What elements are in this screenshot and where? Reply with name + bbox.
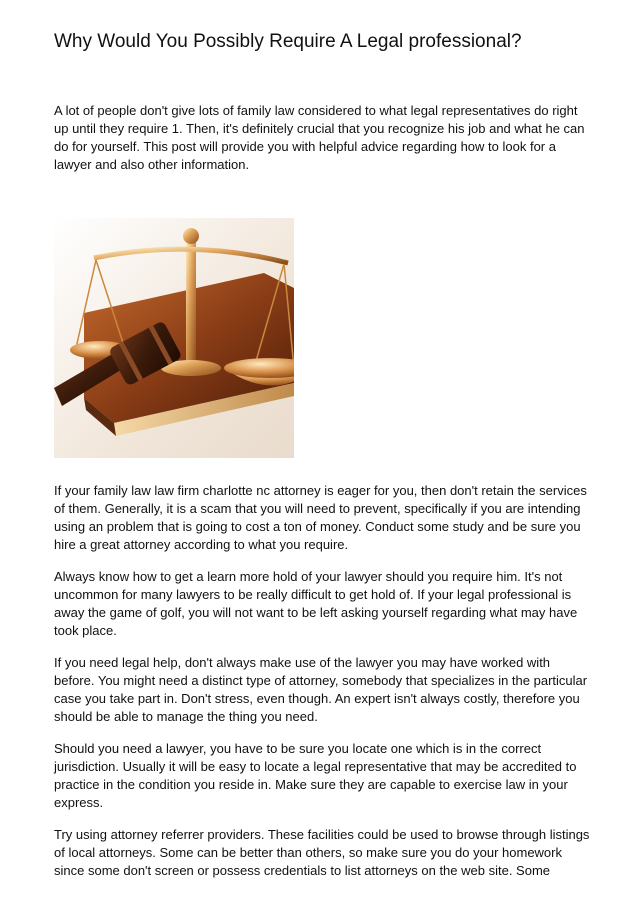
body-paragraph: If your family law law firm charlotte nc attorney is eager for you, then don't retain the services of them. Generally, it is a scam that you will need to prevent, specifically if you are intending using an problem that is going to cost a ton of money. Conduct some study and be sure you hire a great attorney according to what you require. bbox=[54, 483, 587, 552]
body-paragraph: Always know how to get a learn more hold of your lawyer should you require him. It's not uncommon for many lawyers to be really difficult to get hold of. If your legal professional is away the game of golf, you will not want to be left asking yourself regarding what may have took place. bbox=[54, 569, 578, 638]
page-title: Why Would You Possibly Require A Legal professional? bbox=[54, 31, 522, 52]
body-paragraph: Try using attorney referrer providers. These facilities could be used to browse through listings of local attorneys. Some can be better than others, so make sure you do your homework since some don't screen or possess credentials to list attorneys on the web site. Some bbox=[54, 827, 590, 878]
intro-paragraph: A lot of people don't give lots of family law considered to what legal representatives do right up until they require 1. Then, it's definitely crucial that you recognize his job and what he can do for yourself. This post will provide you with helpful advice regarding how to look for a lawyer and also other information. bbox=[54, 103, 585, 172]
body-paragraph: If you need legal help, don't always make use of the lawyer you may have worked with before. You might need a distinct type of attorney, somebody that specializes in the particular case you take part in. Don't stress, even though. An expert isn't always costly, therefore you should be able to manage the thing you need. bbox=[54, 655, 588, 724]
scales-of-justice-icon bbox=[54, 218, 294, 458]
scales-gavel-image bbox=[54, 218, 294, 458]
body-paragraph: Should you need a lawyer, you have to be sure you locate one which is in the correct jurisdiction. Usually it will be easy to locate a legal representative that may be accredited to practice in the condition you reside in. Make sure they are capable to exercise law in your express. bbox=[54, 741, 577, 810]
